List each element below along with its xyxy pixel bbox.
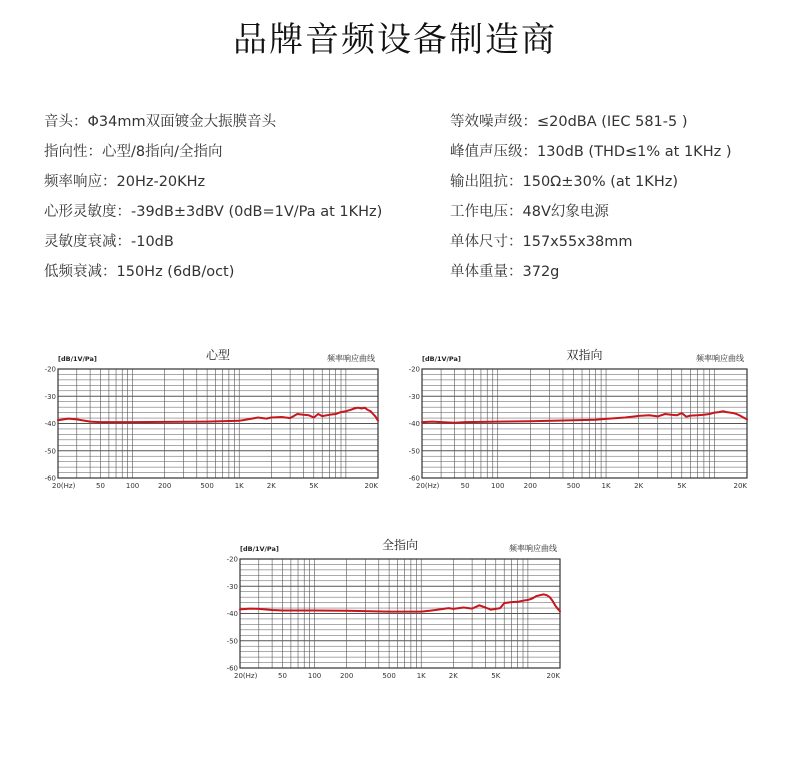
chart-tag: 频率响应曲线 <box>696 354 744 363</box>
y-tick-label: -50 <box>226 637 238 646</box>
x-tick-label: 5K <box>677 482 687 490</box>
chart-tag: 频率响应曲线 <box>327 354 375 363</box>
spec-item: 灵敏度衰减：-10dB <box>44 234 174 250</box>
x-tick-label: 100 <box>307 672 322 680</box>
y-tick-label: -40 <box>44 420 56 428</box>
spec-item: 输出阻抗：150Ω±30% (at 1KHz) <box>450 174 678 190</box>
x-tick-label: 200 <box>157 482 172 490</box>
x-tick-label: 5K <box>309 482 319 490</box>
grid-lines <box>58 369 378 478</box>
x-tick-label: 500 <box>200 482 214 490</box>
frequency-response-chart-omni <box>222 535 567 685</box>
spec-item: 工作电压：48V幻象电源 <box>450 204 609 220</box>
page-title: 品牌音频设备制造商 <box>233 20 557 60</box>
x-tick-label: 500 <box>382 672 396 680</box>
x-tick-label: 20K <box>364 482 378 490</box>
unit-label: [dB/1V/Pa] <box>422 355 461 363</box>
unit-label: [dB/1V/Pa] <box>240 545 279 553</box>
x-tick-label: 200 <box>523 482 538 490</box>
grid-lines <box>422 369 747 478</box>
frequency-response-chart-cardioid <box>40 345 385 495</box>
frequency-response-chart-figure8 <box>404 345 754 495</box>
spec-list-right <box>450 111 790 291</box>
spec-item: 频率响应：20Hz-20KHz <box>44 174 206 190</box>
x-tick-label: 2K <box>448 672 458 680</box>
x-tick-label: 50 <box>95 482 105 490</box>
spec-item: 峰值声压级：130dB (THD≤1% at 1KHz ) <box>450 144 732 160</box>
x-tick-label: 1K <box>601 482 611 490</box>
chart-svg <box>404 345 754 495</box>
unit-label: [dB/1V/Pa] <box>58 355 97 363</box>
y-tick-label: -30 <box>226 582 238 591</box>
x-tick-label: 100 <box>125 482 140 490</box>
y-tick-label: -20 <box>44 365 56 374</box>
chart-tag: 频率响应曲线 <box>509 544 557 553</box>
frequency-response-line <box>422 411 747 423</box>
x-tick-label: 100 <box>491 482 505 490</box>
y-tick-label: -30 <box>44 392 56 401</box>
chart-title: 双指向 <box>566 348 603 362</box>
y-tick-label: -20 <box>408 365 420 374</box>
spec-item: 心形灵敏度：-39dB±3dBV (0dB=1V/Pa at 1KHz) <box>44 204 383 220</box>
chart-svg <box>40 345 385 495</box>
x-tick-label: 20(Hz) <box>416 482 440 490</box>
x-tick-label: 50 <box>277 672 287 680</box>
x-tick-label: 500 <box>566 482 581 490</box>
chart-title: 全指向 <box>381 538 419 552</box>
spec-item: 单体重量：372g <box>450 264 560 280</box>
x-tick-label: 20(Hz) <box>52 482 76 490</box>
x-tick-label: 50 <box>460 482 470 490</box>
x-tick-label: 20K <box>733 482 747 490</box>
frequency-response-line <box>58 408 378 422</box>
x-tick-label: 200 <box>339 672 354 680</box>
y-tick-label: -50 <box>44 447 56 456</box>
grid-lines <box>240 559 560 668</box>
spec-item: 单体尺寸：157x55x38mm <box>450 234 633 250</box>
y-tick-label: -50 <box>408 447 420 456</box>
spec-item: 音头：Φ34mm双面镀金大振膜音头 <box>44 114 277 130</box>
y-tick-label: -60 <box>226 664 238 673</box>
spec-item: 等效噪声级：≤20dBA (IEC 581-5 ) <box>450 114 688 130</box>
x-tick-label: 20(Hz) <box>234 672 258 680</box>
x-tick-label: 1K <box>234 482 244 490</box>
y-tick-label: -40 <box>226 610 238 618</box>
spec-item: 低频衰减：150Hz (6dB/oct) <box>44 264 235 280</box>
y-tick-label: -60 <box>408 474 420 483</box>
y-tick-label: -20 <box>226 555 238 564</box>
x-tick-label: 20K <box>546 672 560 680</box>
x-tick-label: 5K <box>491 672 501 680</box>
x-tick-label: 2K <box>266 482 276 490</box>
y-tick-label: -60 <box>44 474 56 483</box>
chart-svg <box>222 535 567 685</box>
x-tick-label: 1K <box>416 672 426 680</box>
y-tick-label: -40 <box>408 420 420 428</box>
spec-list-left <box>44 111 404 291</box>
x-tick-label: 2K <box>634 482 644 490</box>
chart-title: 心型 <box>205 348 231 362</box>
spec-item: 指向性：心型/8指向/全指向 <box>44 144 223 160</box>
y-tick-label: -30 <box>408 392 420 401</box>
